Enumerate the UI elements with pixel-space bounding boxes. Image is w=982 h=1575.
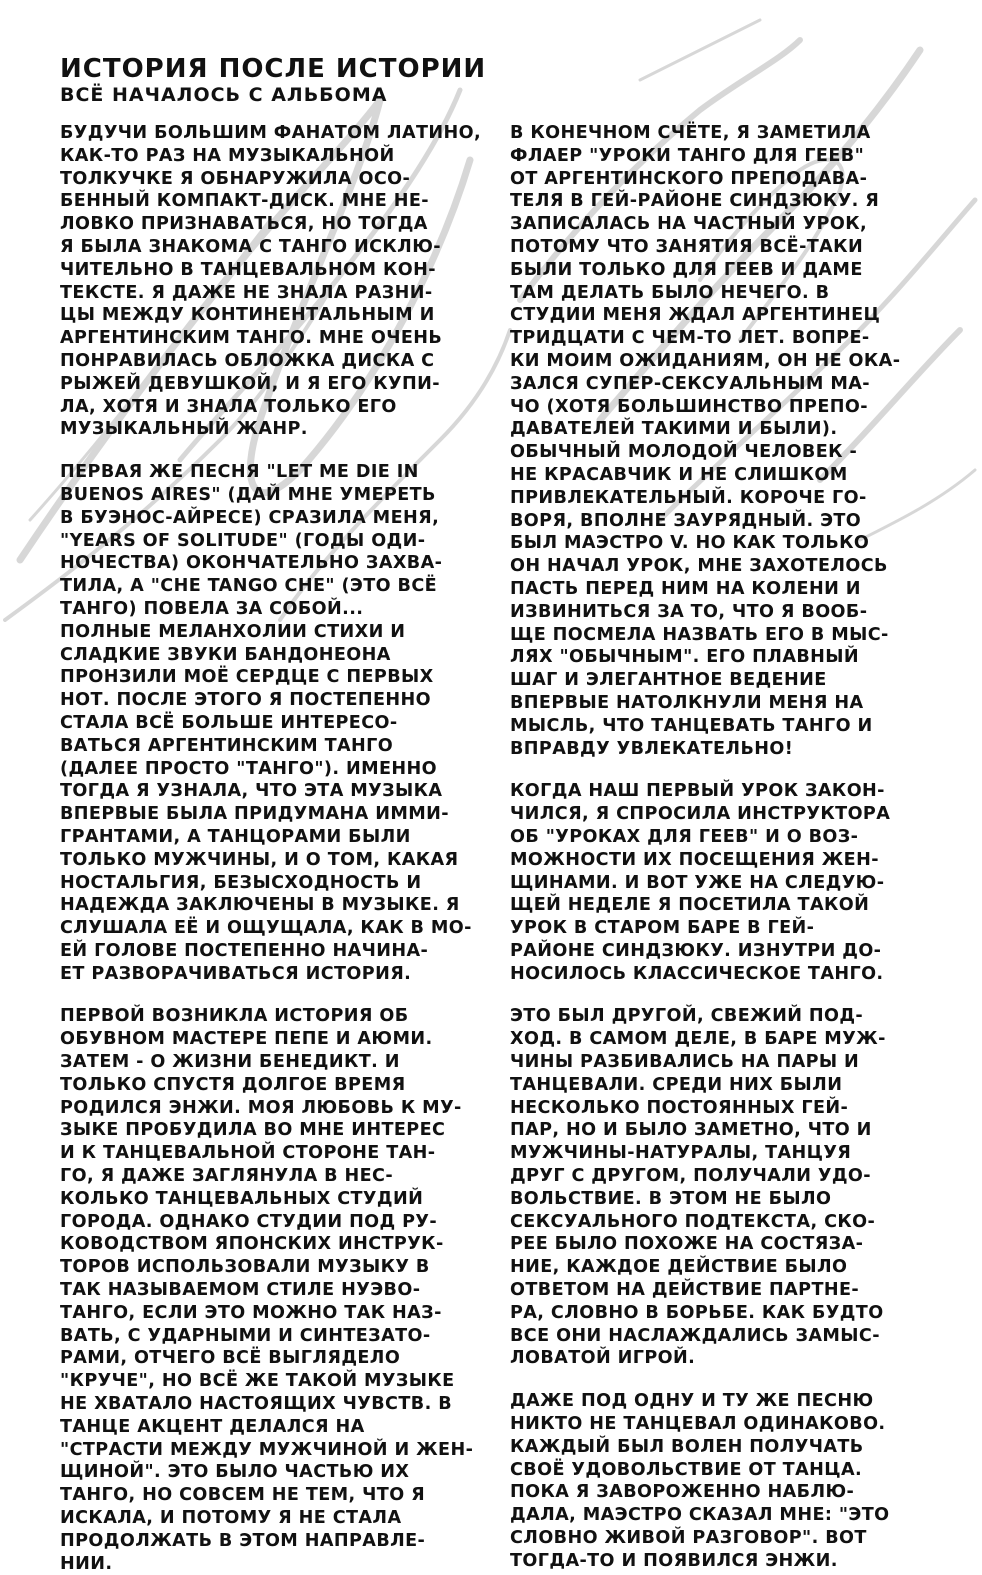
text-line: КОГДА НАШ ПЕРВЫЙ УРОК ЗАКОН- xyxy=(510,781,885,802)
paragraph xyxy=(60,461,490,985)
text-line: РАМИ, ОТЧЕГО ВСЁ ВЫГЛЯДЕЛО xyxy=(60,1348,401,1369)
text-line: ШАГ И ЭЛЕГАНТНОЕ ВЕДЕНИЕ xyxy=(510,670,827,691)
text-line: СТАЛА ВСЁ БОЛЬШЕ ИНТЕРЕСО- xyxy=(60,712,398,733)
text-line: НАДЕЖДА ЗАКЛЮЧЕНЫ В МУЗЫКЕ. Я xyxy=(60,895,460,916)
text-line: ЭТО БЫЛ ДРУГОЙ, СВЕЖИЙ ПОД- xyxy=(510,1006,864,1027)
text-column-left xyxy=(60,122,490,1574)
text-line: ПАР, НО И БЫЛО ЗАМЕТНО, ЧТО И xyxy=(510,1120,872,1141)
text-line: ОТ АРГЕНТИНСКОГО ПРЕПОДАВА- xyxy=(510,168,868,189)
text-line: ПОТОМУ ЧТО ЗАНЯТИЯ ВСЁ-ТАКИ xyxy=(510,236,864,257)
paragraph xyxy=(510,1005,940,1370)
text-line: БЫЛИ ТОЛЬКО ДЛЯ ГЕЕВ И ДАМЕ xyxy=(510,259,863,280)
text-line: ПРИВЛЕКАТЕЛЬНЫЙ. КОРОЧЕ ГО- xyxy=(510,487,867,508)
text-line: ЩИНОЙ". ЭТО БЫЛО ЧАСТЬЮ ИХ xyxy=(60,1462,410,1483)
text-line: ТРИДЦАТИ С ЧЕМ-ТО ЛЕТ. ВОПРЕ- xyxy=(510,328,870,349)
text-line: ЕТ РАЗВОРАЧИВАТЬСЯ ИСТОРИЯ. xyxy=(60,963,412,984)
text-line: ИСКАЛА, И ПОТОМУ Я НЕ СТАЛА xyxy=(60,1508,402,1529)
text-column-right xyxy=(510,122,940,1571)
text-line: ЗАТЕМ - О ЖИЗНИ БЕНЕДИКТ. И xyxy=(60,1052,400,1073)
text-line: СЛАДКИЕ ЗВУКИ БАНДОНЕОНА xyxy=(60,644,391,665)
text-line: ТОГДА-ТО И ПОЯВИЛСЯ ЭНЖИ. xyxy=(510,1550,838,1571)
text-line: ПАСТЬ ПЕРЕД НИМ НА КОЛЕНИ И xyxy=(510,578,861,599)
text-line: ВПРАВДУ УВЛЕКАТЕЛЬНО! xyxy=(510,738,794,759)
text-line: ЧИНЫ РАЗБИВАЛИСЬ НА ПАРЫ И xyxy=(510,1052,860,1073)
text-line: ВАТЬ, С УДАРНЫМИ И СИНТЕЗАТО- xyxy=(60,1325,431,1346)
text-line: ЛЯХ "ОБЫЧНЫМ". ЕГО ПЛАВНЫЙ xyxy=(510,647,860,668)
text-line: НИЕ, КАЖДОЕ ДЕЙСТВИЕ БЫЛО xyxy=(510,1257,848,1278)
text-line: ПОЛНЫЕ МЕЛАНХОЛИИ СТИХИ И xyxy=(60,621,406,642)
text-line: В КОНЕЧНОМ СЧЁТЕ, Я ЗАМЕТИЛА xyxy=(510,123,871,143)
text-line: ТОГДА Я УЗНАЛА, ЧТО ЭТА МУЗЫКА xyxy=(60,781,443,802)
text-line: ЧИЛСЯ, Я СПРОСИЛА ИНСТРУКТОРА xyxy=(510,804,891,825)
text-line: ЗАЛСЯ СУПЕР-СЕКСУАЛЬНЫМ МА- xyxy=(510,373,870,394)
paragraph xyxy=(60,1005,490,1575)
text-line: СЛОВНО ЖИВОЙ РАЗГОВОР". ВОТ xyxy=(510,1528,867,1549)
text-line: ТАНЦЕВАЛИ. СРЕДИ НИХ БЫЛИ xyxy=(510,1074,843,1095)
paragraph xyxy=(60,122,490,441)
text-line: ОБУВНОМ МАСТЕРЕ ПЕПЕ И АЮМИ. xyxy=(60,1029,433,1050)
text-line: ТАНЦЕ АКЦЕНТ ДЕЛАЛСЯ НА xyxy=(60,1416,365,1437)
text-line: МЫСЛЬ, ЧТО ТАНЦЕВАТЬ ТАНГО И xyxy=(510,715,873,736)
text-line: УРОК В СТАРОМ БАРЕ В ГЕЙ- xyxy=(510,918,815,939)
text-line: КАЖДЫЙ БЫЛ ВОЛЕН ПОЛУЧАТЬ xyxy=(510,1436,864,1457)
text-line: КОВОДСТВОМ ЯПОНСКИХ ИНСТРУК- xyxy=(60,1234,444,1255)
text-line: РЫЖЕЙ ДЕВУШКОЙ, И Я ЕГО КУПИ- xyxy=(60,373,440,394)
text-line: СЛУШАЛА ЕЁ И ОЩУЩАЛА, КАК В МО- xyxy=(60,918,472,939)
text-line: ПРОДОЛЖАТЬ В ЭТОМ НАПРАВЛЕ- xyxy=(60,1530,426,1551)
text-line: ЛОВАТОЙ ИГРОЙ. xyxy=(510,1348,696,1369)
text-line: НОСТАЛЬГИЯ, БЕЗЫСХОДНОСТЬ И xyxy=(60,872,422,893)
text-line: ТОЛЬКО МУЖЧИНЫ, И О ТОМ, КАКАЯ xyxy=(60,849,459,870)
text-line: ГРАНТАМИ, А ТАНЦОРАМИ БЫЛИ xyxy=(60,826,411,847)
text-line: ЗАПИСАЛАСЬ НА ЧАСТНЫЙ УРОК, xyxy=(510,214,868,235)
paragraph xyxy=(510,1390,940,1572)
text-line: ЩЕ ПОСМЕЛА НАЗВАТЬ ЕГО В МЫС- xyxy=(510,624,889,645)
text-line: BUENOS AIRES" (ДАЙ МНЕ УМЕРЕТЬ xyxy=(60,484,436,505)
text-line: ЛОВКО ПРИЗНАВАТЬСЯ, НО ТОГДА xyxy=(60,214,428,235)
text-line: ОБЫЧНЫЙ МОЛОДОЙ ЧЕЛОВЕК - xyxy=(510,442,858,463)
text-line: РА, СЛОВНО В БОРЬБЕ. КАК БУДТО xyxy=(510,1302,884,1323)
text-line: НЕСКОЛЬКО ПОСТОЯННЫХ ГЕЙ- xyxy=(510,1097,849,1118)
text-line: ЛА, ХОТЯ И ЗНАЛА ТОЛЬКО ЕГО xyxy=(60,396,397,417)
text-line: ВОЛЬСТВИЕ. В ЭТОМ НЕ БЫЛО xyxy=(510,1188,832,1209)
text-line: ВПЕРВЫЕ БЫЛА ПРИДУМАНА ИММИ- xyxy=(60,804,449,825)
text-line: ПЕРВАЯ ЖЕ ПЕСНЯ "LET ME DIE IN xyxy=(60,462,419,483)
text-line: ДАЖЕ ПОД ОДНУ И ТУ ЖЕ ПЕСНЮ xyxy=(510,1391,874,1412)
text-line: ЧО (ХОТЯ БОЛЬШИНСТВО ПРЕПО- xyxy=(510,396,868,417)
text-line: БУДУЧИ БОЛЬШИМ ФАНАТОМ ЛАТИНО, xyxy=(60,123,482,143)
text-line: "СТРАСТИ МЕЖДУ МУЖЧИНОЙ И ЖЕН- xyxy=(60,1439,474,1460)
text-line: ДРУГ С ДРУГОМ, ПОЛУЧАЛИ УДО- xyxy=(510,1166,871,1187)
text-line: ЩИНАМИ. И ВОТ УЖЕ НА СЛЕДУЮ- xyxy=(510,872,885,893)
text-line: КИ МОИМ ОЖИДАНИЯМ, ОН НЕ ОКА- xyxy=(510,350,901,371)
text-line: ЗЫКЕ ПРОБУДИЛА ВО МНЕ ИНТЕРЕС xyxy=(60,1120,446,1141)
text-line: ЩЕЙ НЕДЕЛЕ Я ПОСЕТИЛА ТАКОЙ xyxy=(510,895,870,916)
text-line: КОЛЬКО ТАНЦЕВАЛЬНЫХ СТУДИЙ xyxy=(60,1188,424,1209)
text-line: БЫЛ МАЭСТРО V. НО КАК ТОЛЬКО xyxy=(510,533,870,554)
text-line: "КРУЧЕ", НО ВСЁ ЖЕ ТАКОЙ МУЗЫКЕ xyxy=(60,1371,455,1392)
text-line: ТОЛКУЧКЕ Я ОБНАРУЖИЛА ОСО- xyxy=(60,168,411,189)
text-line: МОЖНОСТИ ИХ ПОСЕЩЕНИЯ ЖЕН- xyxy=(510,849,879,870)
text-line: КАК-ТО РАЗ НА МУЗЫКАЛЬНОЙ xyxy=(60,145,395,166)
text-line: СВОЁ УДОВОЛЬСТВИЕ ОТ ТАНЦА. xyxy=(510,1459,863,1480)
text-line: (ДАЛЕЕ ПРОСТО "ТАНГО"). ИМЕННО xyxy=(60,758,438,779)
text-line: И К ТАНЦЕВАЛЬНОЙ СТОРОНЕ ТАН- xyxy=(60,1143,436,1164)
text-line: НЕ КРАСАВЧИК И НЕ СЛИШКОМ xyxy=(510,464,848,485)
text-line: НОТ. ПОСЛЕ ЭТОГО Я ПОСТЕПЕННО xyxy=(60,690,432,711)
text-line: ОБ "УРОКАХ ДЛЯ ГЕЕВ" И О ВОЗ- xyxy=(510,826,859,847)
text-line: ДАЛА, МАЭСТРО СКАЗАЛ МНЕ: "ЭТО xyxy=(510,1505,890,1526)
article-header xyxy=(60,56,500,106)
text-line: РАЙОНЕ СИНДЗЮКУ. ИЗНУТРИ ДО- xyxy=(510,940,882,961)
article-subtitle: ВСЁ НАЧАЛОСЬ С АЛЬБОМА xyxy=(60,84,388,106)
text-line: ПОКА Я ЗАВОРОЖЕННО НАБЛЮ- xyxy=(510,1482,855,1503)
text-line: В БУЭНОС-АЙРЕСЕ) СРАЗИЛА МЕНЯ, xyxy=(60,507,440,528)
article-title: ИСТОРИЯ ПОСЛЕ ИСТОРИИ xyxy=(60,54,487,84)
text-line: ОТВЕТОМ НА ДЕЙСТВИЕ ПАРТНЕ- xyxy=(510,1280,860,1301)
text-line: НИИ. xyxy=(60,1553,113,1574)
text-line: МУЗЫКАЛЬНЫЙ ЖАНР. xyxy=(60,419,308,440)
text-line: "YEARS OF SOLITUDE" (ГОДЫ ОДИ- xyxy=(60,530,426,551)
text-line: ПОНРАВИЛАСЬ ОБЛОЖКА ДИСКА С xyxy=(60,350,435,371)
text-line: ВАТЬСЯ АРГЕНТИНСКИМ ТАНГО xyxy=(60,735,394,756)
text-line: ЧИТЕЛЬНО В ТАНЦЕВАЛЬНОМ КОН- xyxy=(60,259,436,280)
text-line: ЕЙ ГОЛОВЕ ПОСТЕПЕННО НАЧИНА- xyxy=(60,940,429,961)
text-line: ЦЫ МЕЖДУ КОНТИНЕНТАЛЬНЫМ И xyxy=(60,305,435,326)
text-line: ВПЕРВЫЕ НАТОЛКНУЛИ МЕНЯ НА xyxy=(510,692,864,713)
text-line: ИЗВИНИТЬСЯ ЗА ТО, ЧТО Я ВООБ- xyxy=(510,601,868,622)
text-line: ТАК НАЗЫВАЕМОМ СТИЛЕ НУЭВО- xyxy=(60,1280,421,1301)
paragraph xyxy=(510,122,940,760)
text-line: НЕ ХВАТАЛО НАСТОЯЩИХ ЧУВСТВ. В xyxy=(60,1394,453,1415)
text-line: СТУДИИ МЕНЯ ЖДАЛ АРГЕНТИНЕЦ xyxy=(510,305,881,326)
text-line: СЕКСУАЛЬНОГО ПОДТЕКСТА, СКО- xyxy=(510,1211,876,1232)
paragraph xyxy=(510,780,940,985)
text-line: ГО, Я ДАЖЕ ЗАГЛЯНУЛА В НЕС- xyxy=(60,1166,394,1187)
text-line: ТЕЛЯ В ГЕЙ-РАЙОНЕ СИНДЗЮКУ. Я xyxy=(510,191,880,212)
text-line: БЕННЫЙ КОМПАКТ-ДИСК. МНЕ НЕ- xyxy=(60,191,429,212)
text-line: ТАНГО, НО СОВСЕМ НЕ ТЕМ, ЧТО Я xyxy=(60,1485,426,1506)
text-line: ТОЛЬКО СПУСТЯ ДОЛГОЕ ВРЕМЯ xyxy=(60,1074,406,1095)
text-line: ТАНГО) ПОВЕЛА ЗА СОБОЙ... xyxy=(60,598,364,619)
text-line: ВСЕ ОНИ НАСЛАЖДАЛИСЬ ЗАМЫС- xyxy=(510,1325,880,1346)
text-line: РОДИЛСЯ ЭНЖИ. МОЯ ЛЮБОВЬ К МУ- xyxy=(60,1097,462,1118)
text-line: ВОРЯ, ВПОЛНЕ ЗАУРЯДНЫЙ. ЭТО xyxy=(510,510,862,531)
text-line: НОСИЛОСЬ КЛАССИЧЕСКОЕ ТАНГО. xyxy=(510,963,884,984)
text-line: МУЖЧИНЫ-НАТУРАЛЫ, ТАНЦУЯ xyxy=(510,1143,852,1164)
text-line: ПЕРВОЙ ВОЗНИКЛА ИСТОРИЯ ОБ xyxy=(60,1006,409,1027)
text-line: ПРОНЗИЛИ МОЁ СЕРДЦЕ С ПЕРВЫХ xyxy=(60,667,434,688)
text-line: ХОД. В САМОМ ДЕЛЕ, В БАРЕ МУЖ- xyxy=(510,1029,886,1050)
text-line: РЕЕ БЫЛО ПОХОЖЕ НА СОСТЯЗА- xyxy=(510,1234,864,1255)
text-line: ФЛАЕР "УРОКИ ТАНГО ДЛЯ ГЕЕВ" xyxy=(510,145,865,166)
text-line: НОЧЕСТВА) ОКОНЧАТЕЛЬНО ЗАХВА- xyxy=(60,553,443,574)
text-line: ТЕКСТЕ. Я ДАЖЕ НЕ ЗНАЛА РАЗНИ- xyxy=(60,282,433,303)
text-line: ТОРОВ ИСПОЛЬЗОВАЛИ МУЗЫКУ В xyxy=(60,1257,430,1278)
text-line: ТИЛА, А "CHE TANGO CHE" (ЭТО ВСЁ xyxy=(60,576,438,597)
text-line: ТАМ ДЕЛАТЬ БЫЛО НЕЧЕГО. В xyxy=(510,282,830,303)
text-line: ДАВАТЕЛЕЙ ТАКИМИ И БЫЛИ). xyxy=(510,419,838,440)
text-line: Я БЫЛА ЗНАКОМА С ТАНГО ИСКЛЮ- xyxy=(60,236,441,257)
text-line: ТАНГО, ЕСЛИ ЭТО МОЖНО ТАК НАЗ- xyxy=(60,1302,442,1323)
text-line: АРГЕНТИНСКИМ ТАНГО. МНЕ ОЧЕНЬ xyxy=(60,328,443,349)
text-line: ОН НАЧАЛ УРОК, МНЕ ЗАХОТЕЛОСЬ xyxy=(510,556,888,577)
text-line: ГОРОДА. ОДНАКО СТУДИИ ПОД РУ- xyxy=(60,1211,438,1232)
text-line: НИКТО НЕ ТАНЦЕВАЛ ОДИНАКОВО. xyxy=(510,1414,886,1435)
